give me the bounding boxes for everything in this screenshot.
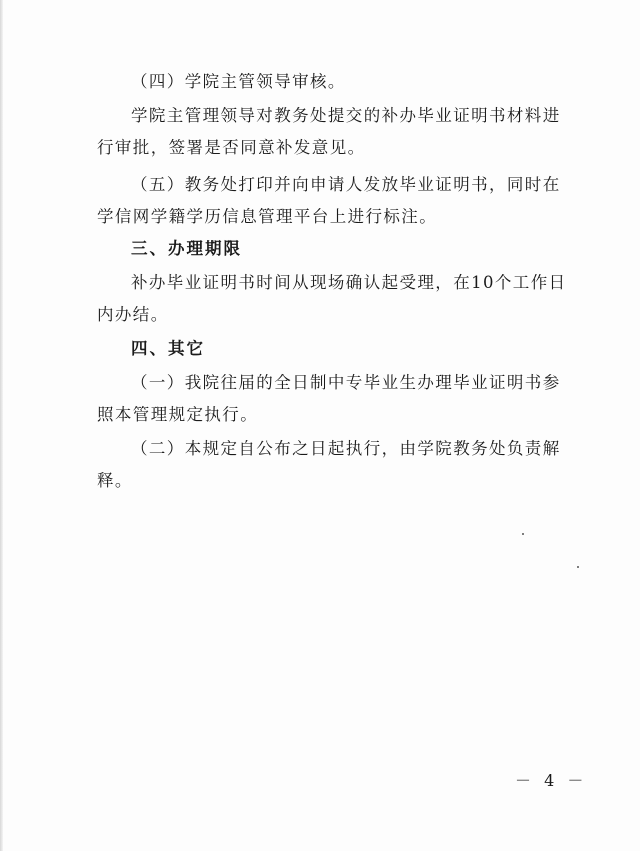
paragraph-line: （二）本规定自公布之日起执行，由学院教务处负责解 bbox=[131, 439, 561, 458]
section-heading-text: 三、办理期限 bbox=[131, 239, 242, 258]
paragraph-line: 内办结。 bbox=[97, 305, 169, 324]
paragraph-line: 补办毕业证明书时间从现场确认起受理，在10个工作日 bbox=[131, 273, 567, 292]
scan-speck bbox=[577, 566, 579, 568]
paragraph-line: （四）学院主管领导审核。 bbox=[131, 72, 346, 91]
paragraph-line: 行审批，签署是否同意补发意见。 bbox=[97, 138, 366, 157]
paragraph-line: 照本管理规定执行。 bbox=[97, 405, 259, 424]
paragraph-line: （一）我院往届的全日制中专毕业生办理毕业证明书参 bbox=[131, 373, 561, 392]
section-heading-text: 四、其它 bbox=[131, 339, 205, 358]
paragraph-line: 学院主管理领导对教务处提交的补办毕业证明书材料进 bbox=[131, 106, 561, 125]
page-number: － 4 － bbox=[515, 771, 588, 790]
scan-edge bbox=[0, 0, 3, 851]
paragraph-line: 释。 bbox=[97, 471, 133, 490]
paragraph-line: （五）教务处打印并向申请人发放毕业证明书，同时在 bbox=[131, 175, 561, 194]
paragraph-line: 学信网学籍学历信息管理平台上进行标注。 bbox=[97, 207, 438, 226]
scan-speck bbox=[522, 533, 524, 535]
